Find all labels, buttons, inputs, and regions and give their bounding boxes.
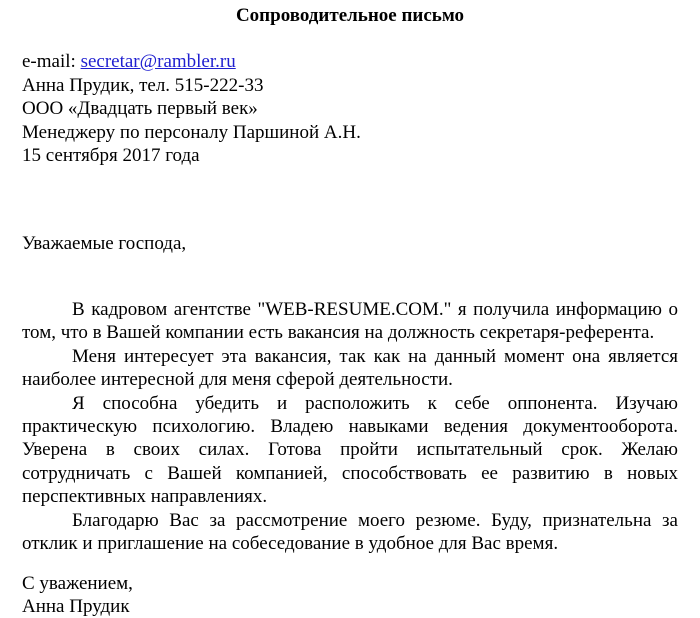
sender-line: Анна Прудик, тел. 515-222-33 bbox=[22, 74, 264, 96]
date-line: 15 сентября 2017 года bbox=[22, 145, 200, 167]
body-paragraph: Я способна убедить и расположить к себе оппонента. Изучаю практическую психологию. Владею навыками ведения документооборота. Уверена в своих силах. Готова пройти испытательный срок. Желаю сотрудничать с Вашей компанией, способствовать ее развитию в новых перспективных направлениях. bbox=[22, 392, 678, 508]
signature: Анна Прудик bbox=[22, 596, 130, 617]
document-title: Сопроводительное письмо bbox=[235, 5, 465, 26]
body-paragraph: Благодарю Вас за рассмотрение моего резюме. Буду, признательна за отклик и приглашение на собеседование в удобное для Вас время. bbox=[22, 509, 678, 555]
email-line bbox=[22, 50, 361, 74]
email-label: e-mail: bbox=[22, 51, 76, 72]
letter-body bbox=[22, 298, 678, 555]
company-line: ООО «Двадцать первый век» bbox=[22, 98, 258, 120]
body-paragraph: Меня интересует эта вакансия, так как на данный момент она является наиболее интересной для меня сферой деятельности. bbox=[22, 345, 678, 391]
recipient-line: Менеджеру по персоналу Паршиной А.Н. bbox=[22, 121, 361, 143]
body-paragraph: В кадровом агентстве "WEB-RESUME.COM." я получила информацию о том, что в Вашей компании есть вакансия на должность секретаря-референта. bbox=[22, 299, 678, 344]
letter-closing bbox=[22, 572, 133, 618]
closing-phrase: С уважением, bbox=[22, 573, 133, 594]
letter-header bbox=[22, 50, 361, 168]
email-link[interactable]: secretar@rambler.ru bbox=[80, 51, 236, 72]
greeting: Уважаемые господа, bbox=[22, 233, 187, 254]
